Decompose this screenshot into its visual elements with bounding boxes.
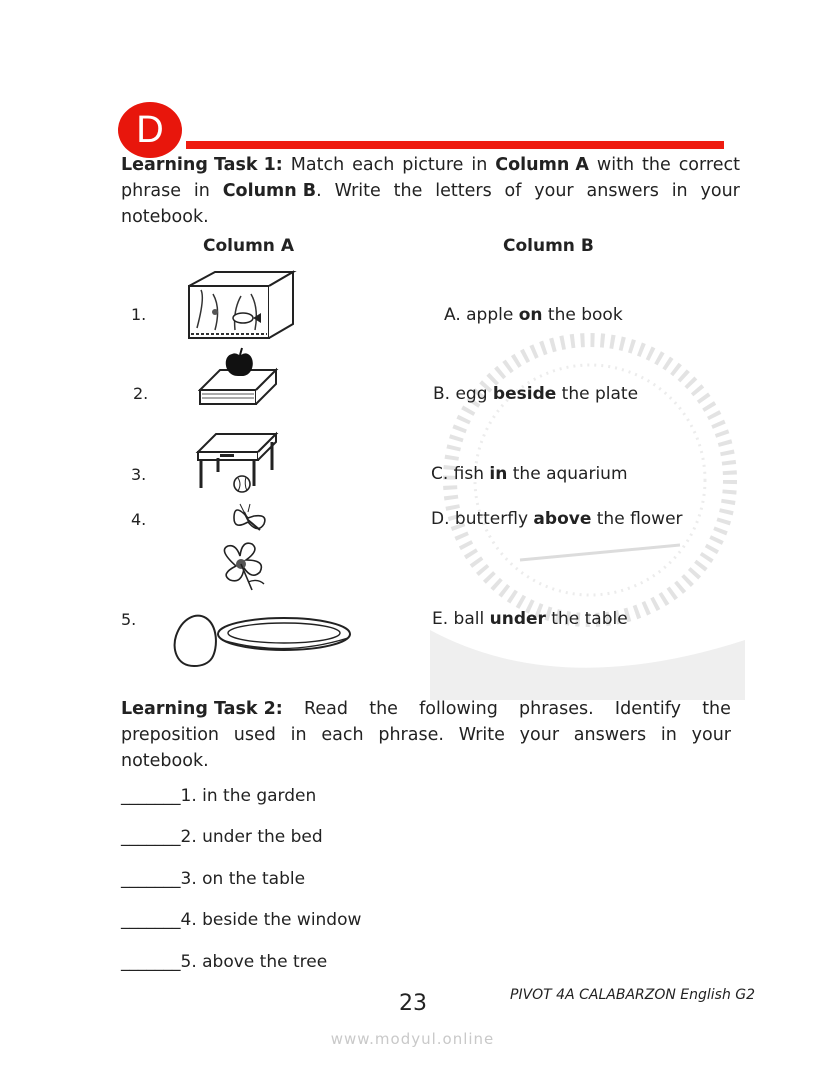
phrase-text: B. egg [433, 384, 493, 404]
phrase-text: the aquarium [507, 464, 628, 484]
footer-title: PIVOT 4A CALABARZON English G2 [510, 987, 756, 1003]
column-a-heading: Column A [203, 236, 294, 256]
word: phrase. [378, 725, 444, 745]
period: . [316, 181, 322, 201]
phrase-text: A. apple [444, 305, 519, 325]
word: the [702, 699, 731, 719]
phrase-a [444, 305, 623, 325]
word: Write [334, 181, 381, 201]
word: each [321, 725, 364, 745]
phrase-e [432, 609, 628, 629]
item-number-3: 3. [131, 465, 147, 484]
section-badge: D [118, 102, 182, 158]
word: phrases. [519, 699, 594, 719]
column-a-ref: Column A [495, 155, 589, 175]
word: your [700, 181, 740, 201]
word: of [504, 181, 522, 201]
word: phrase [121, 181, 182, 201]
preposition: beside [492, 384, 557, 404]
header-red-bar [186, 141, 724, 149]
item-number-2: 2. [133, 384, 149, 403]
word: in [671, 181, 688, 201]
phrase-text: the flower [591, 509, 683, 529]
phrase-text: the plate [556, 384, 639, 404]
phrase-text: the table [545, 609, 628, 629]
answer-item-2: _______2. under the bed [121, 827, 323, 847]
word: Read [304, 699, 348, 719]
word: answers [586, 181, 659, 201]
column-b-ref: Column B [222, 181, 317, 201]
word: your [534, 181, 574, 201]
phrase-text: E. ball [432, 609, 490, 629]
item-number-5: 5. [121, 610, 137, 629]
apple-on-book-picture [198, 346, 280, 410]
task1-line-2 [121, 178, 740, 204]
page-number: 23 [399, 991, 427, 1016]
phrase-text: D. butterfly [431, 509, 534, 529]
phrase-d [431, 509, 683, 529]
answer-item-4: _______4. beside the window [121, 910, 362, 930]
word: in [193, 181, 210, 201]
task1-line-1 [121, 152, 740, 178]
word: your [519, 725, 560, 745]
task1-line-3: notebook. [121, 207, 209, 227]
task2-instructions [121, 696, 731, 774]
task1-instructions [121, 152, 740, 230]
word: letters [435, 181, 492, 201]
task2-line-2 [121, 722, 731, 748]
word: in [471, 155, 488, 175]
item-number-1: 1. [131, 305, 147, 324]
task2-line-1 [121, 696, 731, 722]
word: your [691, 725, 731, 745]
word: with [596, 155, 635, 175]
task2-line-3: notebook. [121, 751, 209, 771]
preposition: on [518, 305, 543, 325]
word: in [660, 725, 677, 745]
word: the [642, 155, 671, 175]
word: answers [573, 725, 647, 745]
preposition: above [533, 509, 592, 529]
word: picture [402, 155, 464, 175]
aquarium-fish-picture [185, 268, 297, 342]
word: correct [678, 155, 740, 175]
phrase-text: C. fish [431, 464, 490, 484]
word: preposition [121, 725, 220, 745]
word: used [233, 725, 276, 745]
word: Write [458, 725, 505, 745]
word: the [393, 181, 423, 201]
website-watermark: www.modyul.online [330, 1030, 495, 1048]
word: in [290, 725, 307, 745]
answer-item-5: _______5. above the tree [121, 952, 328, 972]
word: following [419, 699, 498, 719]
phrase-b [433, 384, 638, 404]
column-b-heading: Column B [503, 236, 594, 256]
butterfly-above-flower-picture [208, 500, 274, 600]
task1-label: Learning Task 1: [121, 155, 283, 175]
phrase-text: the book [542, 305, 623, 325]
phrase-c [431, 464, 628, 484]
word: the [369, 699, 398, 719]
preposition: in [489, 464, 508, 484]
ball-under-table-picture [194, 430, 280, 496]
egg-beside-plate-picture [170, 608, 356, 672]
answer-item-3: _______3. on the table [121, 869, 306, 889]
preposition: under [489, 609, 546, 629]
answer-item-1: _______1. in the garden [121, 786, 317, 806]
word: Match [290, 155, 345, 175]
word: each [352, 155, 395, 175]
task2-label: Learning Task 2: [121, 699, 283, 719]
word: Identify [614, 699, 681, 719]
item-number-4: 4. [131, 510, 147, 529]
